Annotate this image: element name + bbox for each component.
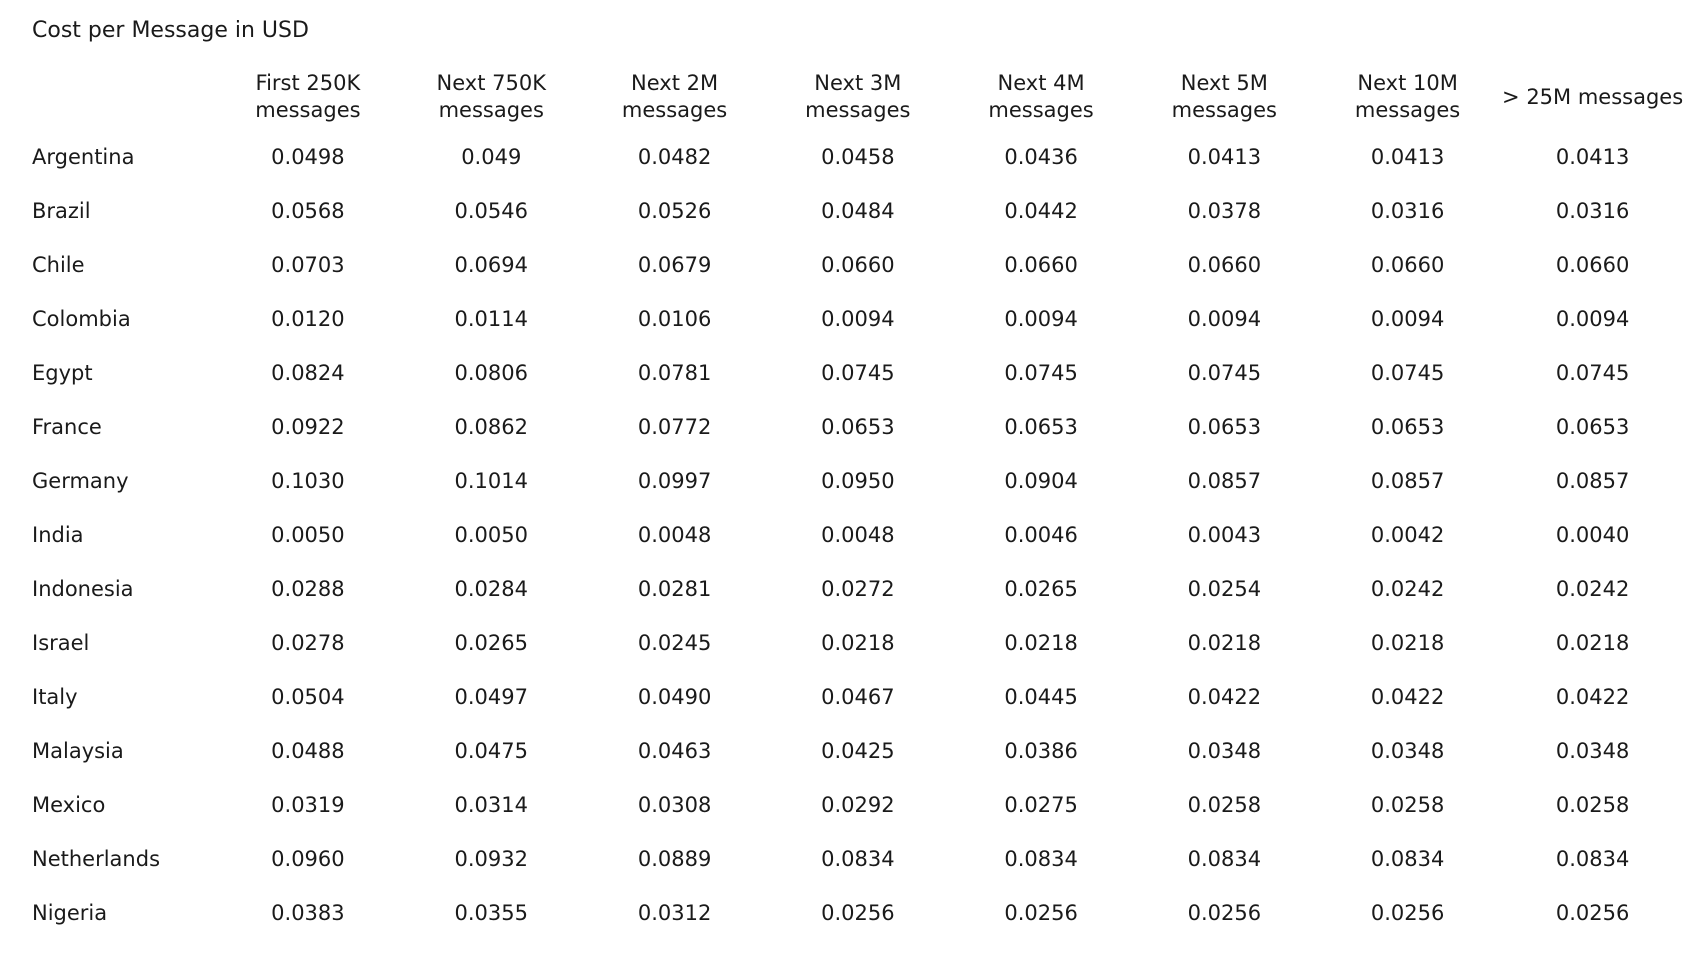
price-cell: 0.0245 (637, 631, 712, 655)
price-cell: 0.0653 (821, 415, 895, 439)
header-line: messages (438, 98, 544, 122)
price-cell: 0.0475 (454, 739, 528, 763)
price-cell: 0.0348 (1187, 739, 1262, 763)
country-cell: Mexico (32, 793, 106, 817)
price-cell: 0.0265 (454, 631, 528, 655)
country-cell: Netherlands (32, 847, 161, 871)
price-cell: 0.0312 (637, 901, 712, 925)
price-cell: 0.0857 (1555, 469, 1630, 493)
table-row (32, 832, 1686, 886)
price-cell: 0.0442 (1004, 199, 1078, 223)
header-row (32, 64, 1686, 130)
header-line: First 250K (255, 71, 361, 95)
header-line: Next 10M (1357, 71, 1458, 95)
header-line: messages (1171, 98, 1277, 122)
header-line: Next 5M (1180, 71, 1268, 95)
price-cell: 0.0950 (821, 469, 895, 493)
country-cell: Israel (32, 631, 90, 655)
price-cell: 0.0319 (271, 793, 345, 817)
price-cell: 0.0653 (1004, 415, 1078, 439)
price-cell: 0.0824 (271, 361, 345, 385)
price-cell: 0.0378 (1187, 199, 1262, 223)
price-cell: 0.0348 (1555, 739, 1630, 763)
table-row (32, 130, 1686, 184)
price-cell: 0.0288 (271, 577, 345, 601)
price-cell: 0.0458 (821, 145, 895, 169)
price-cell: 0.0568 (271, 199, 345, 223)
price-cell: 0.0482 (637, 145, 712, 169)
price-cell: 0.0284 (454, 577, 528, 601)
price-cell: 0.0806 (454, 361, 528, 385)
price-cell: 0.0256 (1555, 901, 1630, 925)
country-cell: Argentina (32, 145, 135, 169)
price-cell: 0.0834 (1370, 847, 1445, 871)
tier-column-header (1316, 64, 1499, 130)
table-row (32, 670, 1686, 724)
price-cell: 0.0772 (637, 415, 712, 439)
price-cell: 0.0745 (821, 361, 895, 385)
price-cell: 0.0256 (1370, 901, 1445, 925)
price-cell: 0.0218 (1370, 631, 1445, 655)
price-cell: 0.0094 (1555, 307, 1630, 331)
header-line: messages (255, 98, 361, 122)
price-cell: 0.0218 (1187, 631, 1262, 655)
table-row (32, 508, 1686, 562)
table-row (32, 778, 1686, 832)
price-cell: 0.0862 (454, 415, 528, 439)
price-cell: 0.0660 (1555, 253, 1630, 277)
price-cell: 0.0857 (1187, 469, 1262, 493)
country-cell: Germany (32, 469, 129, 493)
price-cell: 0.0488 (271, 739, 345, 763)
price-cell: 0.0660 (1187, 253, 1262, 277)
price-cell: 0.0094 (821, 307, 895, 331)
price-cell: 0.0242 (1370, 577, 1445, 601)
country-cell: Indonesia (32, 577, 134, 601)
price-cell: 0.0498 (271, 145, 345, 169)
country-cell: Brazil (32, 199, 91, 223)
price-cell: 0.0660 (1004, 253, 1078, 277)
price-cell: 0.0745 (1004, 361, 1078, 385)
price-cell: 0.0218 (1555, 631, 1630, 655)
price-cell: 0.0745 (1370, 361, 1445, 385)
price-cell: 0.0094 (1004, 307, 1078, 331)
price-cell: 0.0834 (821, 847, 895, 871)
price-cell: 0.0218 (821, 631, 895, 655)
price-cell: 0.0242 (1555, 577, 1630, 601)
header-line: Next 2M (631, 71, 719, 95)
price-cell: 0.0889 (637, 847, 712, 871)
table-row (32, 292, 1686, 346)
tier-column-header (216, 64, 399, 130)
price-cell: 0.0292 (821, 793, 895, 817)
tier-column-header (1133, 64, 1316, 130)
header-line: messages (988, 98, 1094, 122)
price-cell: 0.0653 (1187, 415, 1262, 439)
price-cell: 0.0422 (1555, 685, 1630, 709)
country-cell: Nigeria (32, 901, 108, 925)
price-cell: 0.0484 (821, 199, 895, 223)
price-cell: 0.0490 (637, 685, 712, 709)
country-column-header (32, 64, 216, 130)
price-cell: 0.0120 (271, 307, 345, 331)
price-cell: 0.0745 (1187, 361, 1262, 385)
table-row (32, 454, 1686, 508)
tier-column-header (400, 64, 583, 130)
price-cell: 0.0857 (1370, 469, 1445, 493)
price-cell: 0.0904 (1004, 469, 1078, 493)
price-cell: 0.0275 (1004, 793, 1078, 817)
price-cell: 0.0258 (1370, 793, 1445, 817)
header-line: Next 4M (997, 71, 1085, 95)
price-cell: 0.0355 (454, 901, 528, 925)
price-cell: 0.0386 (1004, 739, 1078, 763)
header-line: messages (805, 98, 911, 122)
price-cell: 0.0254 (1187, 577, 1262, 601)
price-cell: 0.0048 (637, 523, 712, 547)
price-cell: 0.0781 (637, 361, 712, 385)
price-cell: 0.0256 (821, 901, 895, 925)
price-cell: 0.0218 (1004, 631, 1078, 655)
price-cell: 0.0256 (1187, 901, 1262, 925)
price-cell: 0.0422 (1187, 685, 1262, 709)
price-cell: 0.0050 (454, 523, 528, 547)
price-cell: 0.0467 (821, 685, 895, 709)
table-row (32, 238, 1686, 292)
page-title: Cost per Message in USD (32, 18, 309, 43)
header-line: messages (1354, 98, 1461, 122)
price-cell: 0.0106 (637, 307, 712, 331)
country-cell: Egypt (32, 361, 93, 385)
price-cell: 0.0504 (271, 685, 345, 709)
price-cell: 0.0265 (1004, 577, 1078, 601)
price-cell: 0.0040 (1555, 523, 1630, 547)
tier-column-header (583, 64, 766, 130)
price-cell: 0.0278 (271, 631, 345, 655)
price-cell: 0.0413 (1187, 145, 1262, 169)
price-cell: 0.0314 (454, 793, 528, 817)
price-cell: 0.0834 (1004, 847, 1078, 871)
price-cell: 0.0834 (1555, 847, 1630, 871)
price-cell: 0.049 (461, 145, 522, 169)
price-cell: 0.0653 (1555, 415, 1630, 439)
price-cell: 0.0258 (1555, 793, 1630, 817)
header-line: messages (621, 98, 728, 122)
price-cell: 0.0546 (454, 199, 528, 223)
table-row (32, 562, 1686, 616)
price-cell: 0.0463 (637, 739, 712, 763)
price-cell: 0.0445 (1004, 685, 1078, 709)
price-cell: 0.0425 (821, 739, 895, 763)
country-cell: India (32, 523, 84, 547)
pricing-table (32, 64, 1686, 940)
price-cell: 0.0745 (1555, 361, 1630, 385)
price-cell: 0.0526 (637, 199, 712, 223)
price-cell: 0.0413 (1370, 145, 1445, 169)
price-cell: 0.0660 (821, 253, 895, 277)
price-cell: 0.0348 (1370, 739, 1445, 763)
price-cell: 0.0094 (1370, 307, 1445, 331)
price-cell: 0.1014 (454, 469, 528, 493)
table-row (32, 400, 1686, 454)
price-cell: 0.0046 (1004, 523, 1078, 547)
price-cell: 0.0834 (1187, 847, 1262, 871)
price-cell: 0.0703 (271, 253, 345, 277)
country-cell: Malaysia (32, 739, 124, 763)
price-cell: 0.0932 (454, 847, 528, 871)
price-cell: 0.0043 (1187, 523, 1262, 547)
price-cell: 0.0094 (1187, 307, 1262, 331)
price-cell: 0.0258 (1187, 793, 1262, 817)
price-cell: 0.0960 (271, 847, 345, 871)
tier-column-header (949, 64, 1132, 130)
table-row (32, 616, 1686, 670)
price-cell: 0.0272 (821, 577, 895, 601)
price-cell: 0.0497 (454, 685, 528, 709)
price-cell: 0.0922 (271, 415, 345, 439)
tier-column-header (1499, 64, 1686, 130)
price-cell: 0.0997 (637, 469, 712, 493)
header-line: Next 3M (814, 71, 902, 95)
country-cell: Chile (32, 253, 85, 277)
price-cell: 0.0653 (1370, 415, 1445, 439)
price-cell: 0.0281 (637, 577, 712, 601)
country-cell: France (32, 415, 102, 439)
table-row (32, 724, 1686, 778)
price-cell: 0.0316 (1370, 199, 1445, 223)
table-row (32, 346, 1686, 400)
table-row (32, 886, 1686, 940)
price-cell: 0.0048 (821, 523, 895, 547)
price-cell: 0.0316 (1555, 199, 1630, 223)
header-line: > 25M messages (1502, 84, 1684, 109)
price-cell: 0.0660 (1370, 253, 1445, 277)
price-cell: 0.0413 (1555, 145, 1630, 169)
price-cell: 0.1030 (271, 469, 345, 493)
tier-column-header (766, 64, 949, 130)
country-cell: Italy (32, 685, 78, 709)
price-cell: 0.0308 (637, 793, 712, 817)
price-cell: 0.0050 (271, 523, 345, 547)
price-cell: 0.0256 (1004, 901, 1078, 925)
price-cell: 0.0436 (1004, 145, 1078, 169)
price-cell: 0.0042 (1370, 523, 1445, 547)
price-cell: 0.0383 (271, 901, 345, 925)
price-cell: 0.0114 (454, 307, 528, 331)
price-cell: 0.0694 (454, 253, 528, 277)
header-line: Next 750K (436, 71, 546, 95)
price-cell: 0.0679 (637, 253, 712, 277)
table-row (32, 184, 1686, 238)
price-cell: 0.0422 (1370, 685, 1445, 709)
country-cell: Colombia (32, 307, 131, 331)
